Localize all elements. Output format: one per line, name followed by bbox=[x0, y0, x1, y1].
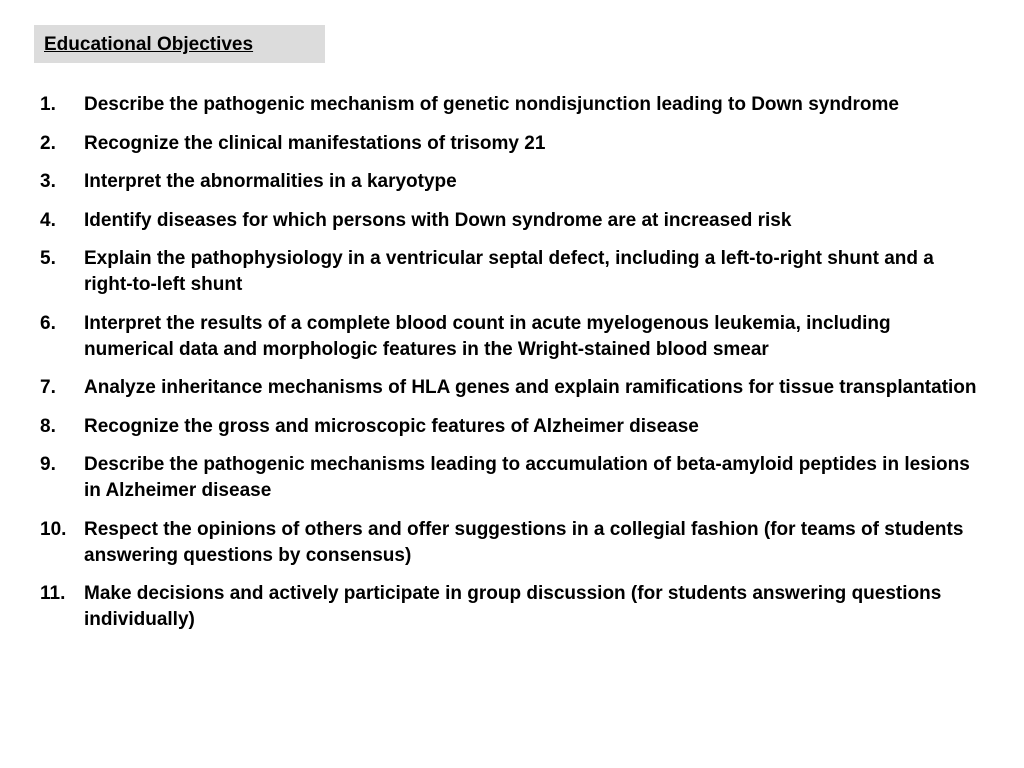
objective-number: 10. bbox=[40, 518, 67, 540]
objective-item bbox=[40, 92, 985, 118]
objective-number: 4. bbox=[40, 209, 56, 231]
objective-item bbox=[40, 311, 985, 363]
objective-text: Explain the pathophysiology in a ventricular septal defect, including a left-to-right shunt and a right-to-left shunt bbox=[84, 248, 934, 295]
objective-item bbox=[40, 208, 985, 234]
objective-number: 3. bbox=[40, 171, 56, 192]
objective-number: 6. bbox=[40, 312, 56, 334]
objective-text: Make decisions and actively participate in group discussion (for students answering questions individually) bbox=[84, 583, 942, 630]
objective-number: 9. bbox=[40, 454, 56, 475]
objective-text: Describe the pathogenic mechanisms leading to accumulation of beta-amyloid peptides in lesions in Alzheimer disease bbox=[84, 454, 970, 501]
objective-text: Analyze inheritance mechanisms of HLA genes and explain ramifications for tissue transplantation bbox=[84, 377, 977, 398]
objective-item bbox=[40, 246, 985, 298]
objective-item bbox=[40, 375, 985, 401]
objective-number: 7. bbox=[40, 377, 56, 398]
objective-item bbox=[40, 581, 985, 633]
objective-text: Interpret the results of a complete blood count in acute myelogenous leukemia, including numerical data and morphologic features in the Wright-stained blood smear bbox=[84, 312, 891, 360]
objective-text: Interpret the abnormalities in a karyotype bbox=[84, 171, 457, 192]
objective-number: 5. bbox=[40, 248, 56, 269]
objective-text: Respect the opinions of others and offer suggestions in a collegial fashion (for teams of students answering questions by consensus) bbox=[84, 518, 964, 566]
title-box bbox=[34, 25, 325, 63]
objectives-list bbox=[40, 92, 985, 646]
objective-text: Recognize the clinical manifestations of trisomy 21 bbox=[84, 132, 546, 154]
objective-number: 8. bbox=[40, 415, 56, 437]
objective-number: 11. bbox=[40, 583, 66, 604]
page-title: Educational Objectives bbox=[44, 34, 254, 55]
objective-text: Describe the pathogenic mechanism of genetic nondisjunction leading to Down syndrome bbox=[84, 94, 899, 115]
objective-text: Identify diseases for which persons with Down syndrome are at increased risk bbox=[84, 209, 792, 231]
objective-number: 1. bbox=[40, 94, 56, 115]
objective-item bbox=[40, 131, 985, 157]
objective-item bbox=[40, 169, 985, 195]
objective-item bbox=[40, 414, 985, 440]
objective-item bbox=[40, 452, 985, 504]
objective-text: Recognize the gross and microscopic features of Alzheimer disease bbox=[84, 415, 699, 437]
objective-number: 2. bbox=[40, 132, 56, 154]
objective-item bbox=[40, 517, 985, 569]
